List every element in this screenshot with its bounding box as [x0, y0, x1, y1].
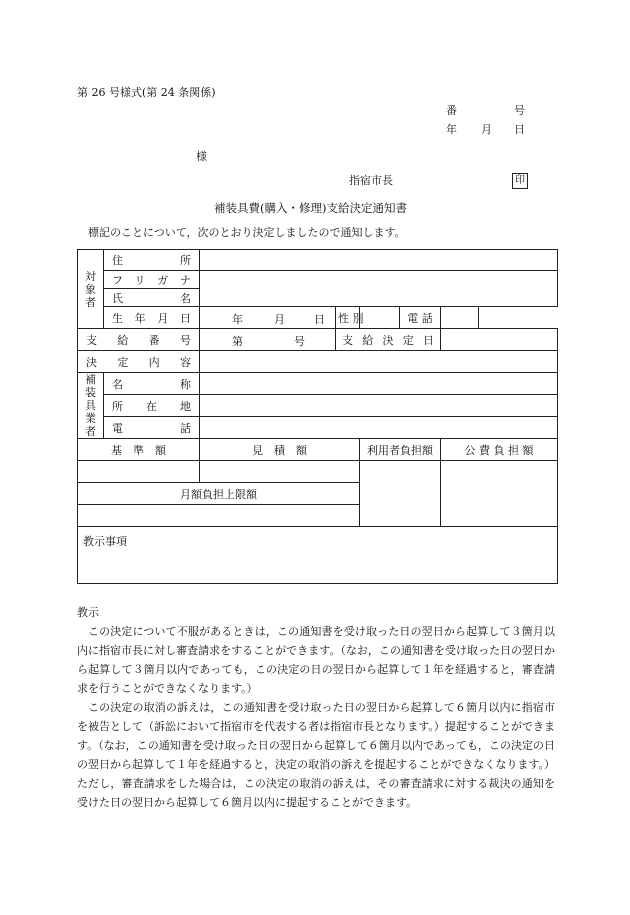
birthdate-value[interactable]: 年 月 日	[200, 307, 336, 329]
decision-date-value[interactable]	[441, 329, 558, 351]
vendor-group-label: 補装具業者	[78, 373, 104, 439]
instructions-label: 教示事項	[83, 535, 127, 548]
subject-group-label: 対象者	[78, 250, 104, 329]
issuer: 指宿市長	[349, 174, 393, 187]
phone-label: 電 話	[400, 307, 441, 329]
name-label: 氏名	[104, 289, 200, 307]
birthdate-label: 生年月日	[104, 307, 200, 329]
standard-amount-value[interactable]	[78, 461, 200, 483]
seal-mark: 印	[512, 173, 528, 189]
application-table	[77, 249, 558, 584]
payment-number-value[interactable]: 第 号	[200, 329, 336, 351]
public-burden-value[interactable]	[441, 461, 558, 527]
instructions-box[interactable]	[78, 527, 558, 584]
furigana-label: フリガナ	[104, 271, 200, 289]
decision-content-value[interactable]	[200, 351, 558, 373]
recipient-sama: 様	[196, 150, 207, 163]
date-year: 年	[446, 123, 457, 136]
user-burden-label: 利用者負担額	[360, 439, 441, 461]
public-burden-label: 公 費 負 担 額	[441, 439, 558, 461]
payment-number-label: 支給番号	[78, 329, 200, 351]
go-label: 号	[514, 104, 525, 117]
standard-amount-label: 基 準 額	[78, 439, 200, 461]
sex-value[interactable]	[360, 307, 400, 329]
phone-value[interactable]	[441, 307, 479, 329]
monthly-limit-label: 月額負担上限額	[78, 483, 360, 505]
vendor-location-value[interactable]	[200, 395, 558, 417]
vendor-phone-label: 電話	[104, 417, 200, 439]
date-day: 日	[514, 123, 525, 136]
vendor-phone-value[interactable]	[200, 417, 558, 439]
address-value[interactable]	[200, 250, 558, 271]
vendor-name-value[interactable]	[200, 373, 558, 395]
address-label: 住所	[104, 250, 200, 271]
notice-heading: 教示	[77, 606, 99, 619]
user-burden-value[interactable]	[360, 461, 441, 527]
name-value[interactable]	[200, 271, 558, 307]
notice-section	[77, 603, 555, 812]
monthly-limit-value[interactable]	[78, 505, 360, 527]
ban-label: 番	[446, 104, 457, 117]
estimate-amount-label: 見 積 額	[200, 439, 360, 461]
decision-date-label: 支給決定日	[336, 329, 441, 351]
document-title: 補装具費(購入・修理)支給決定通知書	[214, 201, 407, 215]
notice-paragraph-2: この決定の取消の訴えは，この通知書を受け取った日の翌日から起算して６箇月以内に指宿市を被告として（訴訟において指宿市を代表する者は指宿市長となります。）提起することができます。（なお，この通知書を受け取った日の翌日から起算して６箇月以内であっても，この決定の日の翌日から起算して１年を経過すると，決定の取消の訴えを提起することができなくなります。）ただし，審査請求をした場合は，この決定の取消の訴えは，その審査請求に対する裁決の通知を受けた日の翌日から起算して６箇月以内に提起することができます。	[77, 701, 555, 809]
intro-text: 標記のことについて，次のとおり決定しましたので通知します。	[88, 226, 406, 239]
decision-content-label: 決定内容	[78, 351, 200, 373]
vendor-location-label: 所在地	[104, 395, 200, 417]
form-number: 第 26 号様式(第 24 条関係)	[77, 86, 216, 99]
notice-paragraph-1: この決定について不服があるときは，この通知書を受け取った日の翌日から起算して３箇月以内に指宿市長に対し審査請求をすることができます。（なお，この通知書を受け取った日の翌日から起算して３箇月以内であっても，この決定の日の翌日から起算して１年を経過すると，審査請求を行うことができなくなります。）	[77, 625, 555, 695]
vendor-name-label: 名称	[104, 373, 200, 395]
sex-label: 性 別	[336, 307, 360, 329]
estimate-amount-value[interactable]	[200, 461, 360, 483]
date-month: 月	[481, 123, 492, 136]
